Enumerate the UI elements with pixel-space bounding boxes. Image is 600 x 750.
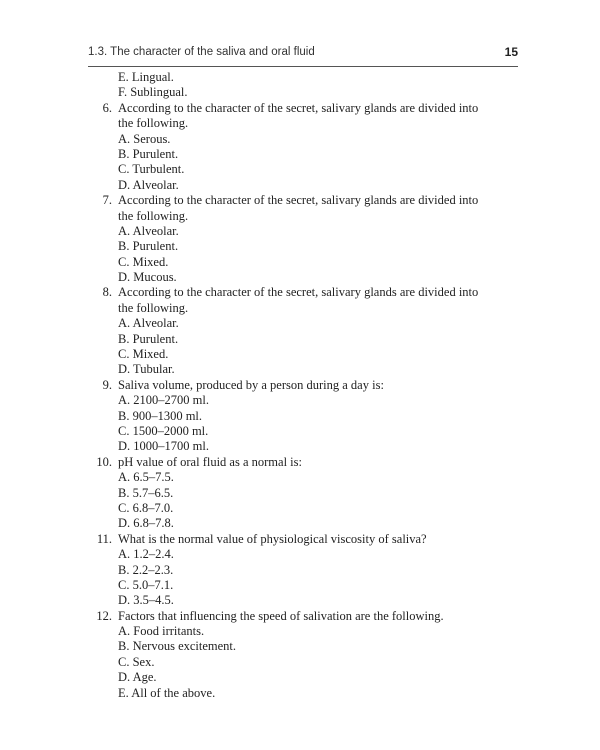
question-8 bbox=[0, 285, 600, 300]
question-number: 10. bbox=[96, 454, 112, 469]
answer-option: C. Sex. bbox=[118, 654, 155, 669]
answer-option: C. 5.0–7.1. bbox=[118, 577, 174, 592]
answer-option: E. All of the above. bbox=[118, 685, 216, 700]
question-text: According to the character of the secret, salivary glands are divided into bbox=[118, 193, 479, 208]
answer-option: B. 900–1300 ml. bbox=[118, 408, 203, 423]
answer-option: D. 3.5–4.5. bbox=[118, 593, 174, 608]
question-number: 8. bbox=[102, 285, 112, 300]
answer-option: B. Nervous excitement. bbox=[118, 639, 237, 654]
question-text: Saliva volume, produced by a person during a day is: bbox=[118, 377, 384, 392]
answer-option: D. 1000–1700 ml. bbox=[118, 439, 209, 454]
answer-option: C. Turbulent. bbox=[118, 162, 185, 177]
question-number: 11. bbox=[96, 531, 112, 546]
question-10 bbox=[0, 455, 600, 470]
answer-option: C. 1500–2000 ml. bbox=[118, 423, 209, 438]
answer-option: E. Lingual. bbox=[118, 70, 174, 84]
answer-option: A. 6.5–7.5. bbox=[118, 470, 174, 485]
page-header bbox=[88, 44, 518, 67]
question-text-continued: the following. bbox=[118, 208, 189, 223]
question-number: 7. bbox=[102, 193, 112, 208]
answer-option: A. 2100–2700 ml. bbox=[118, 393, 209, 408]
question-7 bbox=[0, 193, 600, 208]
question-list bbox=[0, 70, 600, 701]
answer-option: D. Tubular. bbox=[118, 362, 175, 377]
answer-option: B. Purulent. bbox=[118, 146, 179, 161]
answer-option: A. 1.2–2.4. bbox=[118, 547, 174, 562]
question-text: According to the character of the secret, salivary glands are divided into bbox=[118, 100, 479, 115]
answer-option: B. 5.7–6.5. bbox=[118, 485, 174, 500]
question-11 bbox=[0, 532, 600, 547]
question-number: 6. bbox=[102, 100, 112, 115]
question-number: 12. bbox=[96, 608, 112, 623]
question-text-continued: the following. bbox=[118, 116, 189, 131]
answer-option: B. Purulent. bbox=[118, 331, 179, 346]
answer-option: B. 2.2–2.3. bbox=[118, 562, 174, 577]
answer-option: D. Alveolar. bbox=[118, 177, 179, 192]
answer-option: A. Food irritants. bbox=[118, 624, 205, 639]
question-text-continued: the following. bbox=[118, 300, 189, 315]
page-number: 15 bbox=[504, 45, 518, 59]
answer-option: F. Sublingual. bbox=[118, 85, 188, 100]
answer-option: A. Serous. bbox=[118, 131, 171, 146]
answer-option: C. 6.8–7.0. bbox=[118, 500, 174, 515]
answer-option: B. Purulent. bbox=[118, 239, 179, 254]
question-9 bbox=[0, 378, 600, 393]
answer-option: D. Mucous. bbox=[118, 270, 177, 285]
answer-option: C. Mixed. bbox=[118, 254, 169, 269]
answer-option: D. 6.8–7.8. bbox=[118, 516, 174, 531]
answer-option: A. Alveolar. bbox=[118, 223, 179, 238]
question-6 bbox=[0, 101, 600, 116]
running-title: 1.3. The character of the saliva and oral fluid bbox=[88, 46, 315, 58]
answer-option: D. Age. bbox=[118, 670, 157, 685]
question-text: According to the character of the secret, salivary glands are divided into bbox=[118, 285, 479, 300]
question-12 bbox=[0, 609, 600, 624]
answer-option: C. Mixed. bbox=[118, 347, 169, 362]
question-number: 9. bbox=[102, 377, 112, 392]
answer-option: A. Alveolar. bbox=[118, 316, 179, 331]
question-text: What is the normal value of physiological viscosity of saliva? bbox=[118, 531, 427, 546]
question-text: Factors that influencing the speed of salivation are the following. bbox=[118, 608, 444, 623]
question-text: pH value of oral fluid as a normal is: bbox=[118, 454, 302, 469]
